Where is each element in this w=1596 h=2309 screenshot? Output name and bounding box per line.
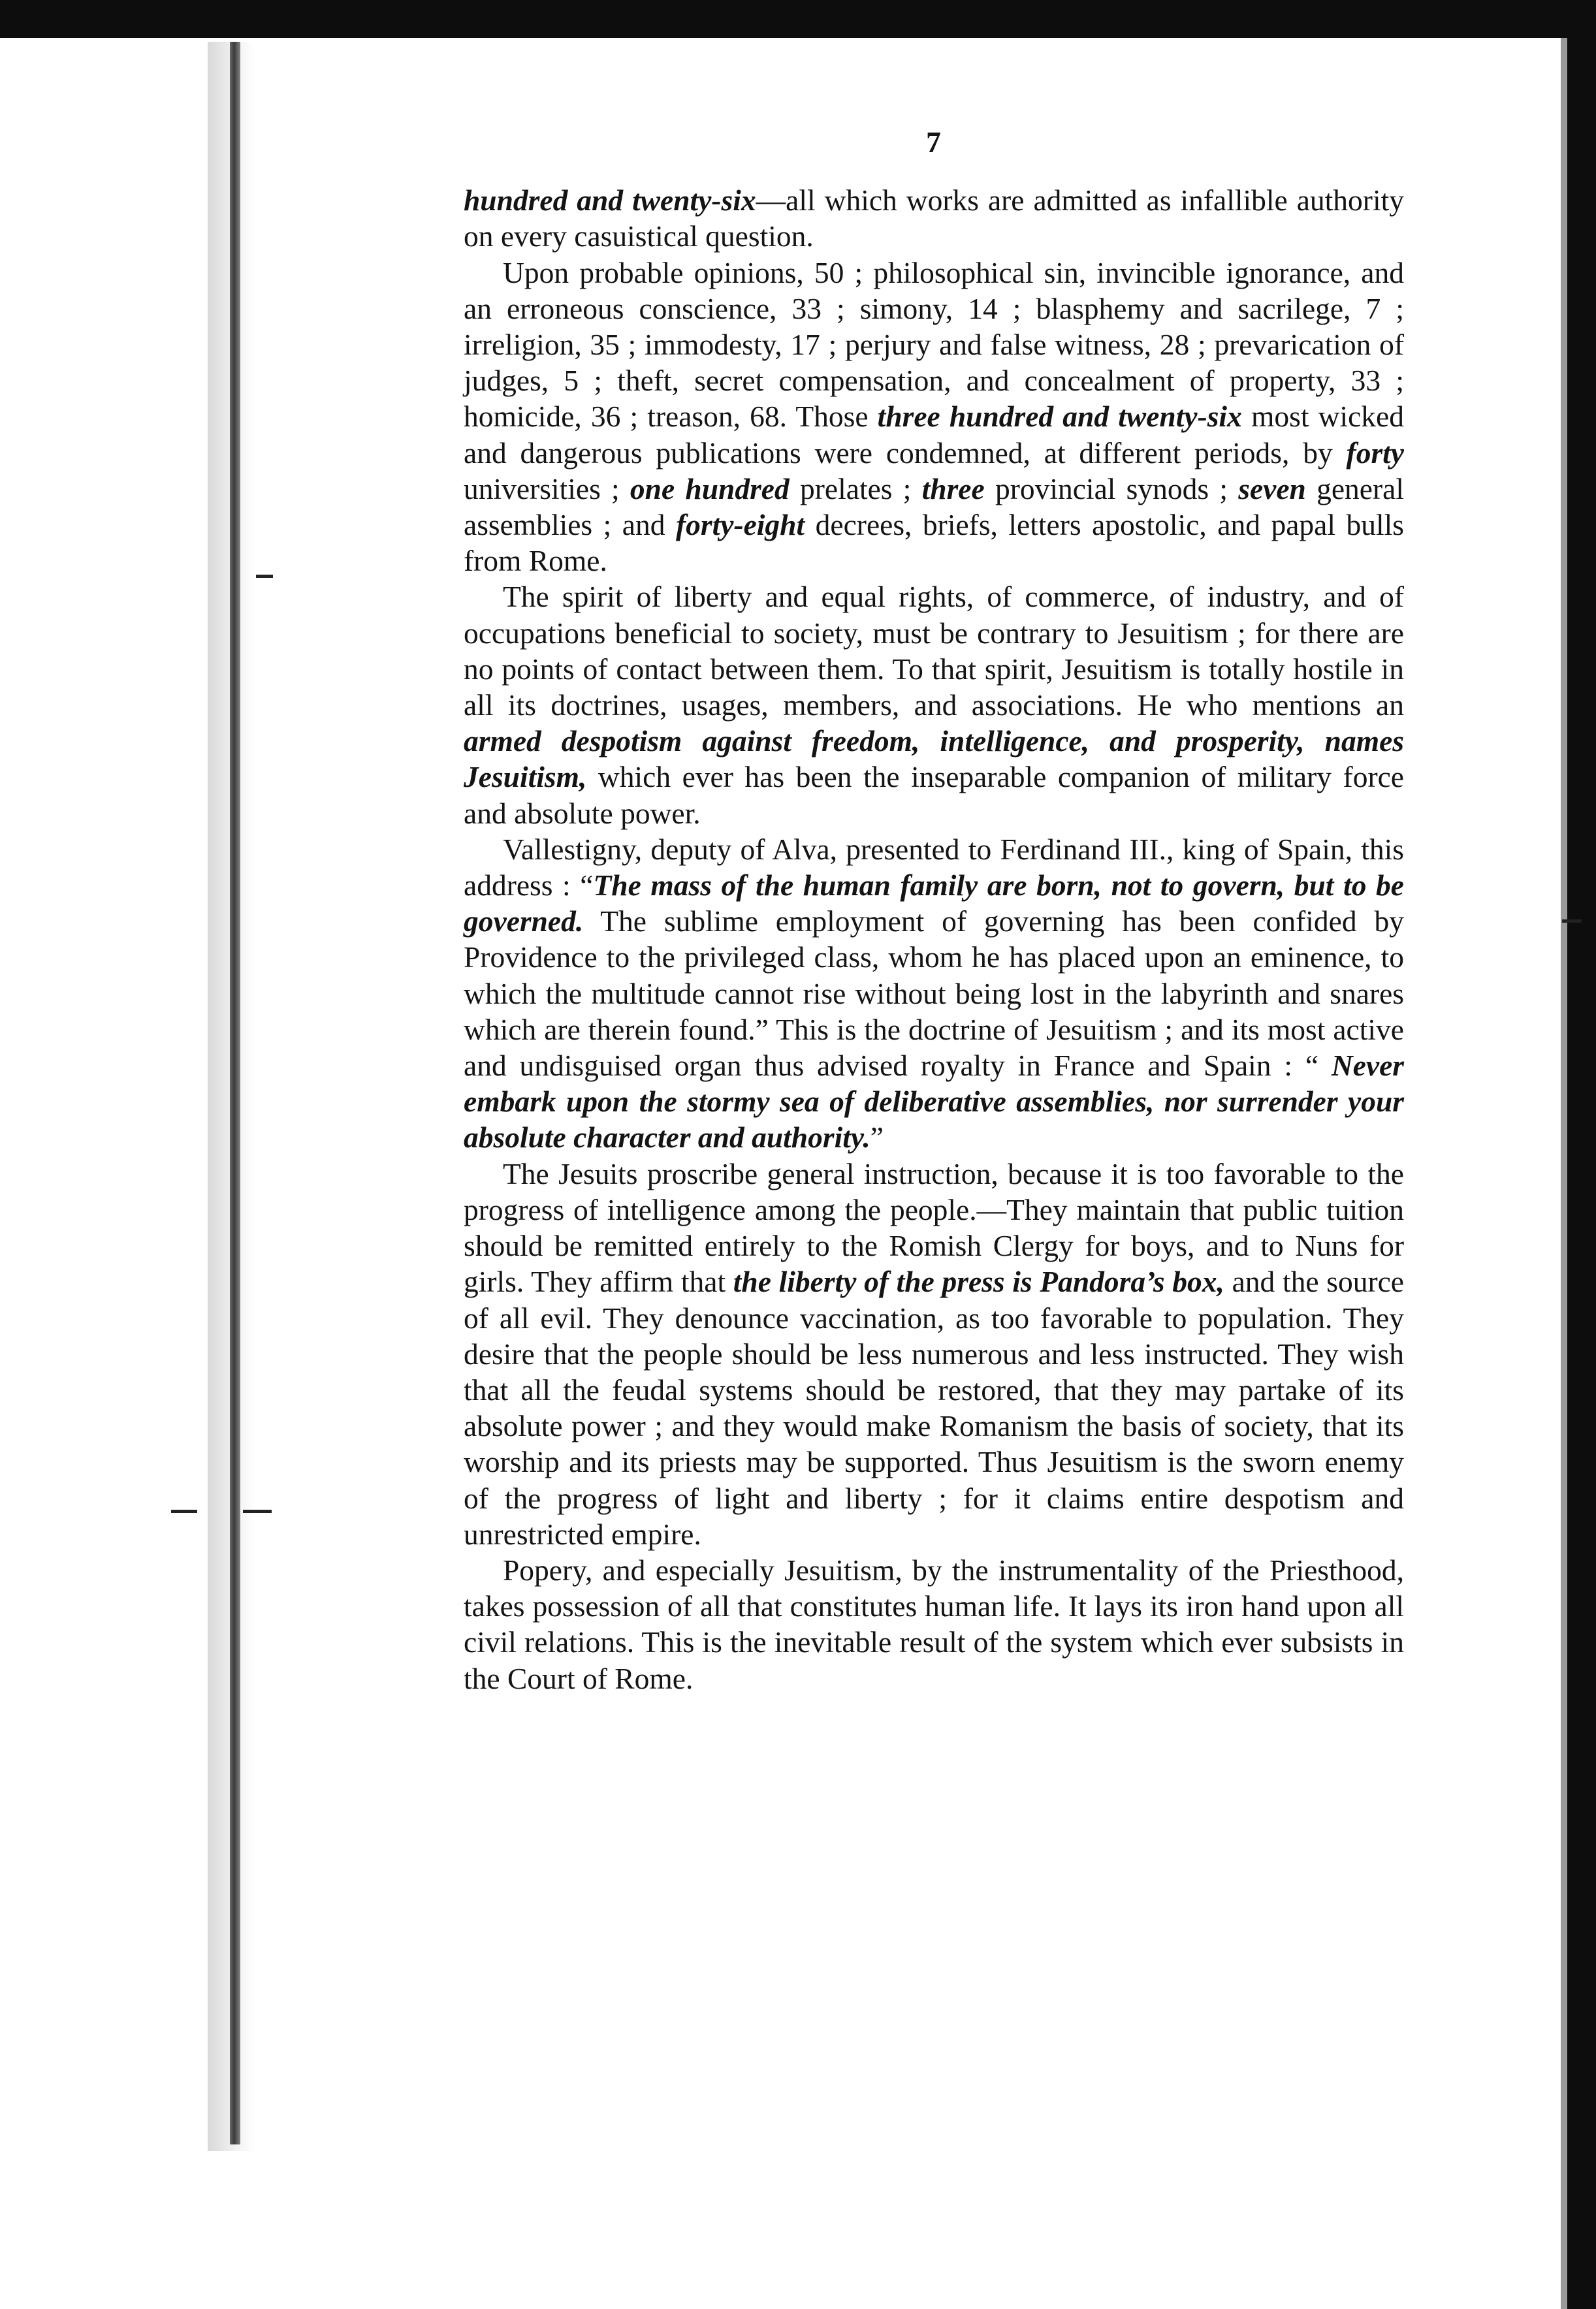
text-run: general assemblies ; and — [464, 471, 1404, 542]
text-run: provincial synods ; — [984, 471, 1239, 505]
text-run: decrees, briefs, letters apostolic, and papal bulls from Rome. — [464, 508, 1404, 578]
margin-mark — [256, 575, 273, 578]
text-run: ” — [870, 1121, 884, 1154]
text-run: prelates ; — [789, 471, 922, 505]
italic-text-run: hundred and twenty-six — [464, 183, 756, 217]
text-run: The Jesuits proscribe general instruction, because it is too favorable to the progress of intelligence among the people.—They maintain that public tuition should be remitted entirely to the Romish Clergy for boys, and to Nuns for girls. They affirm that — [464, 1156, 1404, 1299]
italic-text-run: seven — [1238, 471, 1306, 505]
text-run: Vallestigny, deputy of Alva, presented to Ferdinand III., king of Spain, this address : “ — [464, 832, 1404, 902]
italic-text-run: the liberty of the press is Pandora’s box, — [733, 1265, 1224, 1299]
page-right-edge — [1561, 38, 1567, 2309]
italic-text-run: armed despotism against freedom, intelligence, and prosperity, names Jesuitism, — [464, 724, 1404, 794]
paragraph — [464, 182, 1404, 254]
italic-text-run: forty-eight — [676, 508, 805, 542]
text-run: most wicked and dangerous publications were condemned, at different periods, by — [464, 400, 1404, 470]
binding-edge — [230, 42, 240, 2144]
page-content — [464, 124, 1404, 1696]
text-run: which ever has been the inseparable companion of military force and absolute power. — [464, 760, 1404, 830]
text-run: Popery, and especially Jesuitism, by the instrumentality of the Priesthood, takes possession of all that constitutes human life. It lays its iron hand upon all civil relations. This is the inevitable result of the system which ever subsists in the Court of Rome. — [464, 1553, 1404, 1695]
page-number: 7 — [926, 125, 942, 159]
paragraph — [464, 579, 1404, 831]
text-run: Upon probable opinions, 50 ; philosophical sin, invincible ignorance, and an erroneous conscience, 33 ; simony, 14 ; blasphemy and sacrilege, 7 ; irreligion, 35 ; immodesty, 17 ; perjury and false witness, 28 ; prevarication of judges, 5 ; theft, secret compensation, and concealment of property, 33 ; homicide, 36 ; treason, 68. Those — [464, 255, 1404, 434]
margin-mark — [243, 1510, 272, 1513]
text-run: The sublime employment of governing has been confided by Providence to the privileged class, whom he has placed upon an eminence, to which the multitude cannot rise without being lost in the labyrinth and snares which are therein found.” This is the doctrine of Jesuitism ; and its most active and undisguised organ thus advised royalty in France and Spain : “ — [464, 904, 1404, 1083]
text-run: The spirit of liberty and equal rights, of commerce, of industry, and of occupations beneficial to society, must be contrary to Jesuitism ; for there are no points of contact between them. To that spirit, Jesuitism is totally hostile in all its doctrines, usages, members, and associations. He who mentions an — [464, 580, 1404, 722]
italic-text-run: three — [921, 471, 985, 505]
paragraph — [464, 1156, 1404, 1552]
paragraph — [464, 1552, 1404, 1696]
italic-text-run: one hundred — [630, 471, 790, 505]
text-run: —all which works are admitted as infallible authority on every casuistical question. — [464, 183, 1404, 253]
italic-text-run: three hundred and twenty-six — [877, 400, 1242, 434]
paragraph — [464, 831, 1404, 1156]
margin-mark — [1562, 919, 1582, 923]
italic-text-run: Never embark upon the stormy sea of deliberative assemblies, nor surrender your absolute character and authority. — [464, 1049, 1404, 1154]
text-run: and the source of all evil. They denounce vaccination, as too favorable to population. They desire that the people should be less numerous and less instructed. They wish that all the feudal systems should be restored, that they may partake of its absolute power ; and they would make Romanism the basis of society, that its worship and its priests may be supported. Thus Jesuitism is the sworn enemy of the progress of light and liberty ; for it claims entire despotism and unrestricted empire. — [464, 1265, 1404, 1551]
body-text — [464, 182, 1404, 1696]
italic-text-run: The mass of the human family are born, not to govern, but to be governed. — [464, 868, 1404, 938]
margin-mark — [171, 1510, 197, 1513]
text-run: universities ; — [464, 471, 630, 505]
italic-text-run: forty — [1346, 436, 1404, 470]
paragraph — [464, 255, 1404, 579]
